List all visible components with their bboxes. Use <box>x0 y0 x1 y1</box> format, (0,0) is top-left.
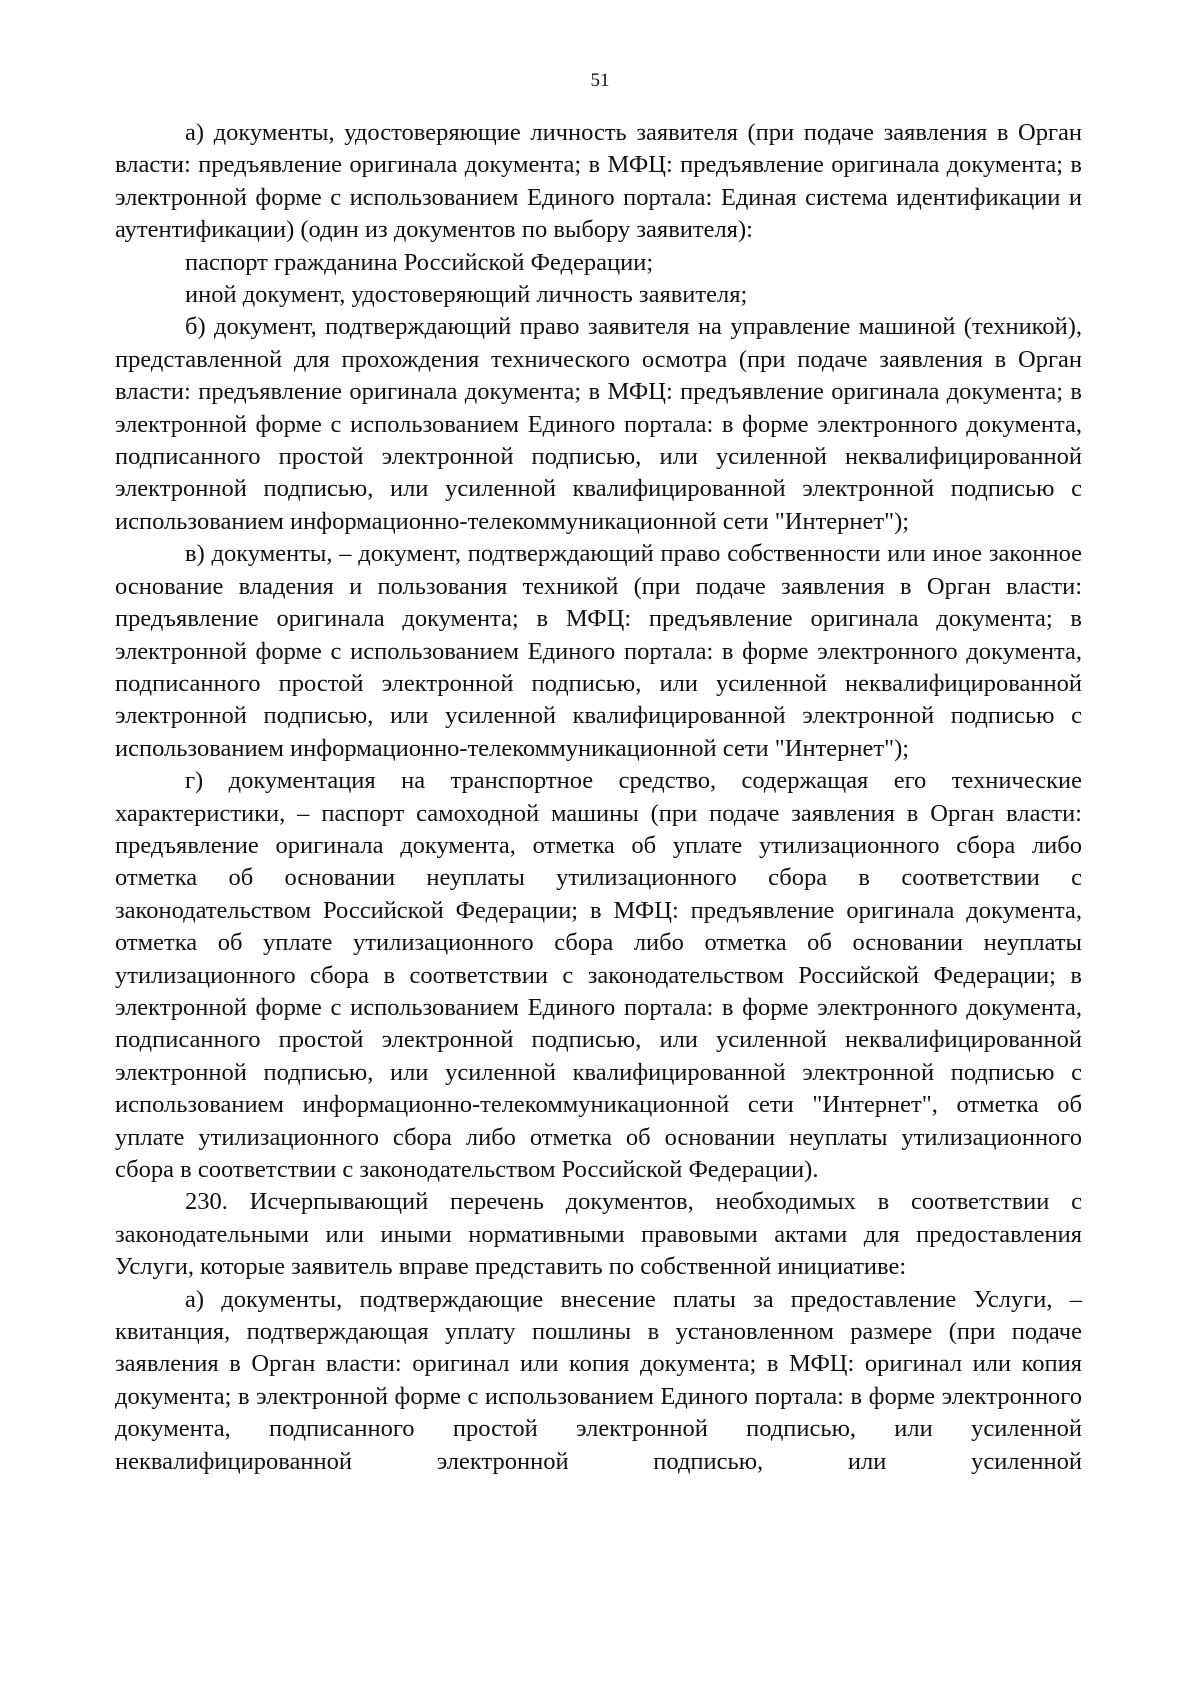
paragraph-v-ownership-documents: в) документы, – документ, подтверждающий право собственности или иное законное основание владения и пользования техникой (при подаче заявления в Орган власти: предъявление оригинала документа; в МФЦ: предъявление оригинала документа; в электронной форме с использованием Единого портала: в форме электронного документа, подписанного простой электронной подписью, или усиленной неквалифицированной электронной подписью, или усиленной квалифицированной электронной подписью с использованием информационно-телекоммуникационной сети "Интернет"); <box>115 540 1082 762</box>
paragraph-230-optional-documents: 230. Исчерпывающий перечень документов, необходимых в соответствии с законодательными или иными нормативными правовыми актами для предоставления Услуги, которые заявитель вправе представить по собственной инициативе: <box>115 1188 1082 1281</box>
document-body <box>115 117 1082 1478</box>
paragraph-b-machine-license: б) документ, подтверждающий право заявителя на управление машиной (техникой), представленной для прохождения технического осмотра (при подаче заявления в Орган власти: предъявление оригинала документа; в МФЦ: предъявление оригинала документа; в электронной форме с использованием Единого портала: в форме электронного документа, подписанного простой электронной подписью, или усиленной неквалифицированной электронной подписью, или усиленной квалифицированной электронной подписью с использованием информационно-телекоммуникационной сети "Интернет"); <box>115 313 1082 535</box>
paragraph-passport: паспорт гражданина Российской Федерации; <box>185 248 654 276</box>
paragraph-other-id-document: иной документ, удостоверяющий личность заявителя; <box>185 281 748 309</box>
page-number: 51 <box>590 70 610 91</box>
paragraph-a-payment-documents: а) документы, подтверждающие внесение платы за предоставление Услуги, – квитанция, подтверждающая уплату пошлины в установленном размере (при подаче заявления в Орган власти: оригинал или копия документа; в МФЦ: оригинал или копия документа; в электронной форме с использованием Единого портала: в форме электронного документа, подписанного простой электронной подписью, или усиленной неквалифицированной электронной подписью, или усиленной <box>115 1285 1082 1475</box>
paragraph-g-vehicle-documentation: г) документация на транспортное средство, содержащая его технические характеристики, – паспорт самоходной машины (при подаче заявления в Орган власти: предъявление оригинала документа, отметка об уплате утилизационного сбора либо отметка об основании неуплаты утилизационного сбора в соответствии с законодательством Российской Федерации; в МФЦ: предъявление оригинала документа, отметка об уплате утилизационного сбора либо отметка об основании неуплаты утилизационного сбора в соответствии с законодательством Российской Федерации; в электронной форме с использованием Единого портала: в форме электронного документа, подписанного простой электронной подписью, или усиленной неквалифицированной электронной подписью, или усиленной квалифицированной электронной подписью с использованием информационно-телекоммуникационной сети "Интернет", отметка об уплате утилизационного сбора либо отметка об основании неуплаты утилизационного сбора в соответствии с законодательством Российской Федерации). <box>115 767 1082 1183</box>
paragraph-a-identity-documents: а) документы, удостоверяющие личность заявителя (при подаче заявления в Орган власти: предъявление оригинала документа; в МФЦ: предъявление оригинала документа; в электронной форме с использованием Единого портала: Единая система идентификации и аутентификации) (один из документов по выбору заявителя): <box>115 119 1082 244</box>
